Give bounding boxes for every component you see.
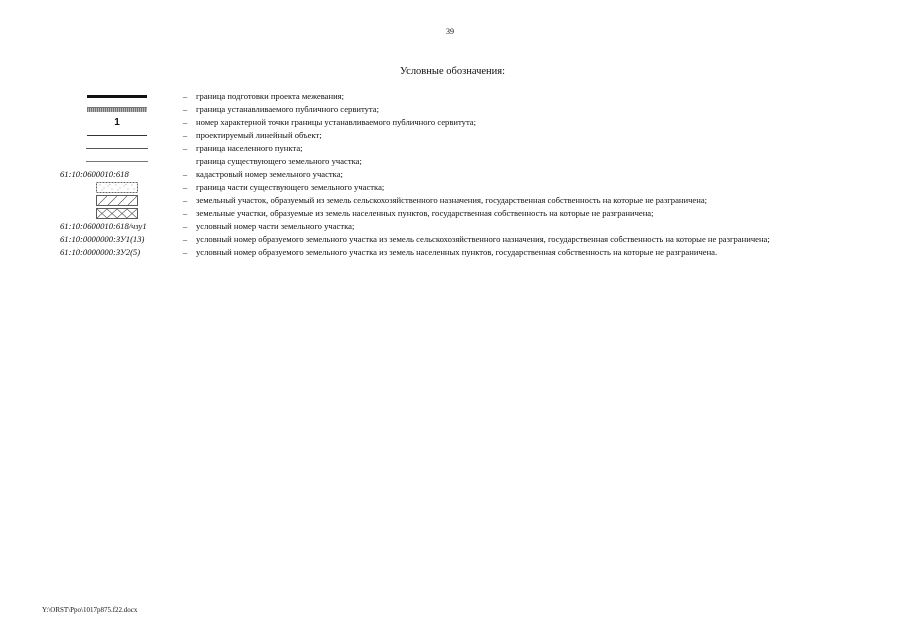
legend-row bbox=[60, 155, 850, 168]
legend-dash: – bbox=[182, 221, 188, 231]
legend-dash: – bbox=[182, 247, 188, 257]
page-number: 39 bbox=[446, 27, 454, 36]
legend-dash: – bbox=[182, 208, 188, 218]
legend-row bbox=[60, 168, 850, 181]
point-number-symbol: 1 bbox=[114, 117, 120, 128]
legend-row bbox=[60, 103, 850, 116]
legend-description: земельные участки, образуемые из земель населенных пунктов, государственная собственность на которые не разграничена; bbox=[196, 208, 654, 218]
settlement-boundary-symbol bbox=[60, 142, 174, 155]
legend-row bbox=[60, 246, 850, 259]
legend-row bbox=[60, 194, 850, 207]
legend-description: условный номер части земельного участка; bbox=[196, 221, 355, 231]
legend-description: граница подготовки проекта межевания; bbox=[196, 91, 345, 101]
legend-row bbox=[60, 181, 850, 194]
legend-row bbox=[60, 233, 850, 246]
plot-part-boundary-symbol bbox=[60, 181, 174, 194]
legend-title: Условные обозначения: bbox=[399, 66, 505, 77]
legend-description: граница существующего земельного участка; bbox=[196, 156, 362, 166]
legend-description: граница части существующего земельного участка; bbox=[196, 182, 385, 192]
linear-object-symbol bbox=[60, 129, 174, 142]
legend-description: кадастровый номер земельного участка; bbox=[196, 169, 343, 179]
legend-dash: – bbox=[182, 182, 188, 192]
legend-dash: – bbox=[182, 195, 188, 205]
legend-description: условный номер образуемого земельного участка из земель населенных пунктов, государственная собственность на которые не разграничена. bbox=[196, 247, 718, 257]
plot-part-number-symbol: 61:10:0600010:618/чзу1 bbox=[60, 221, 147, 232]
legend-description: проектируемый линейный объект; bbox=[196, 130, 322, 140]
legend-dash: – bbox=[182, 91, 188, 101]
legend-description: номер характерной точки границы устанавливаемого публичного сервитута; bbox=[196, 117, 477, 127]
legend-description: граница устанавливаемого публичного сервитута; bbox=[196, 104, 379, 114]
legend-description: земельный участок, образуемый из земель сельскохозяйственного назначения, государственная собственность на которые не разграничена; bbox=[196, 195, 708, 205]
legend-row bbox=[60, 207, 850, 220]
legend-row bbox=[60, 129, 850, 142]
legend-row bbox=[60, 142, 850, 155]
legend-dash: – bbox=[182, 130, 188, 140]
agricultural-plot-number-symbol: 61:10:0000000:ЗУ1(13) bbox=[60, 234, 145, 245]
legend-dash: – bbox=[182, 169, 188, 179]
legend-dash: – bbox=[182, 234, 188, 244]
existing-plot-boundary-symbol bbox=[60, 155, 174, 168]
legend-row bbox=[60, 116, 850, 129]
project-boundary-symbol bbox=[60, 90, 174, 103]
legend-dash: – bbox=[182, 143, 188, 153]
legend-description: граница населенного пункта; bbox=[196, 143, 303, 153]
legend-dash: – bbox=[182, 104, 188, 114]
legend-description: условный номер образуемого земельного участка из земель сельскохозяйственного назначения, государственная собственность на которые не разграничена; bbox=[196, 234, 770, 244]
settlement-plot-symbol bbox=[60, 207, 174, 220]
legend-row bbox=[60, 220, 850, 233]
agricultural-plot-symbol bbox=[60, 194, 174, 207]
settlement-plot-number-symbol: 61:10:0000000:ЗУ2(5) bbox=[60, 247, 141, 258]
legend-row bbox=[60, 90, 850, 103]
legend-dash: – bbox=[182, 117, 188, 127]
cadastral-number-symbol: 61:10:0600010:618 bbox=[60, 169, 129, 180]
legend-list bbox=[60, 90, 850, 259]
file-path: Y:\ORST\Ppo\1017p875.f22.docx bbox=[42, 606, 138, 614]
